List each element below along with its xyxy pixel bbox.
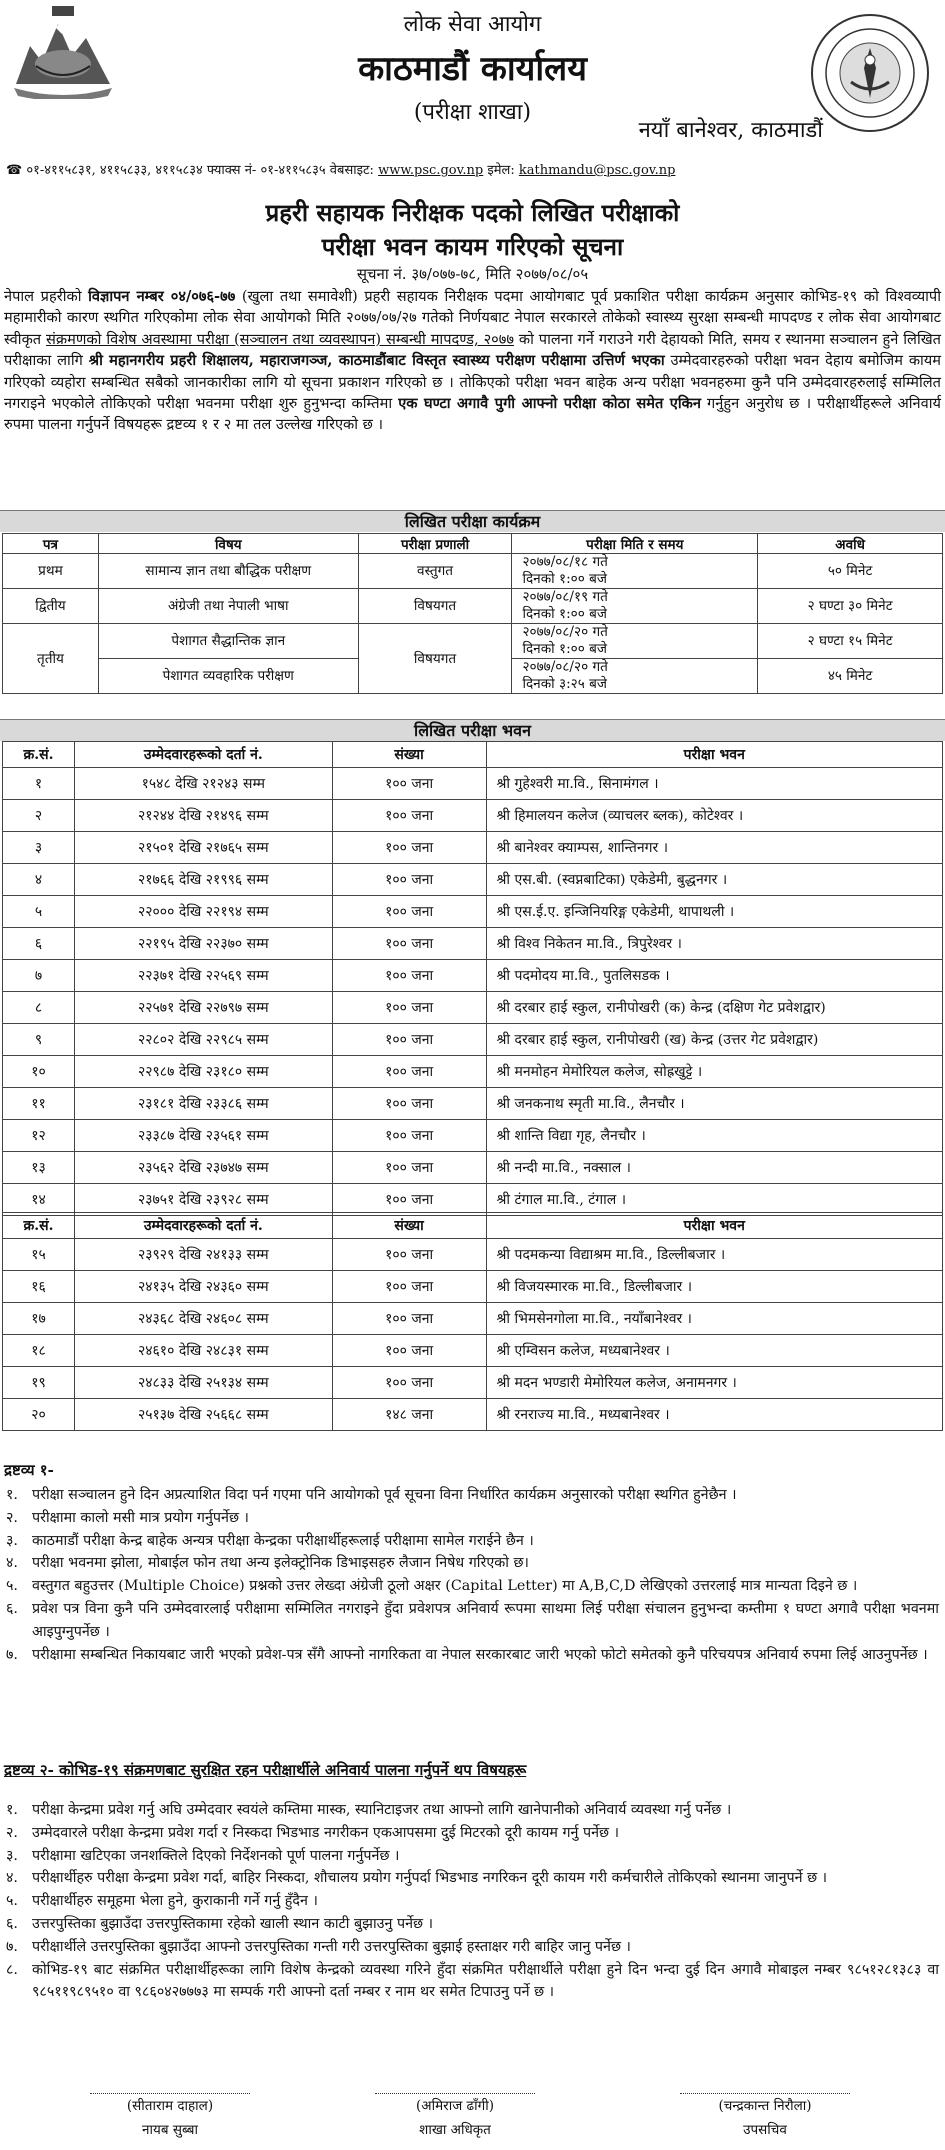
venue-cell: श्री विश्व निकेतन मा.वि., त्रिपुरेश्वर । <box>486 928 942 960</box>
table-row <box>3 800 943 832</box>
note-number: ५. <box>6 1893 18 1910</box>
note-text: कोभिड-१९ बाट संक्रमित परीक्षार्थीहरूका लागि विशेष केन्द्रको व्यवस्था गरिने हुँदा संक्रमित परीक्षार्थीले परीक्षा हुने दिन भन्दा दुई दिन अगावै मोबाइल नम्बर ९८५१२८१३८३ वा ९८५११९८९५१० वा ९८६०४२७७७३ मा सम्पर्क गरी आफ्नो दर्ता नम्बर र नाम थर समेत टिपाउनु पर्ने छ । <box>32 1961 939 2001</box>
note-number: ८. <box>6 1961 18 1978</box>
venue-cell: श्री मनमोहन मेमोरियल कलेज, सोह्रखुट्टे । <box>486 1056 942 1088</box>
note-number: १. <box>6 1487 18 1503</box>
time-text: दिनको ३:२५ बजे <box>522 676 607 692</box>
note-text: उम्मेदवारले परीक्षा केन्द्रमा प्रवेश गर्दा र निस्कदा भिडभाड नगरीकन एकआपसमा दुई मिटरको दूरी कायम गर्नु पर्नेछ । <box>32 1824 620 1841</box>
serial-cell: ४ <box>3 864 75 896</box>
range-cell: १५४८ देखि २१२४३ सम्म <box>74 768 332 800</box>
subject-cell: पेशागत सैद्धान्तिक ज्ञान <box>98 624 358 659</box>
table-row <box>3 1239 943 1271</box>
range-cell: २२८०२ देखि २२९८५ सम्म <box>74 1024 332 1056</box>
venue-cell: श्री पदमोदय मा.वि., पुतलिसडक । <box>486 960 942 992</box>
note-item <box>6 1644 939 1667</box>
note1-list <box>6 1484 939 1666</box>
note-item <box>6 1530 939 1553</box>
range-cell: २२९८७ देखि २३१८० सम्म <box>74 1056 332 1088</box>
note-number: ३. <box>6 1847 18 1864</box>
serial-cell: १७ <box>3 1303 75 1335</box>
serial-cell: १३ <box>3 1152 75 1184</box>
time-text: दिनको १:०० बजे <box>522 606 607 622</box>
count-cell: १०० जना <box>332 1024 486 1056</box>
note1-heading: द्रष्टव्य १- <box>4 1461 54 1479</box>
table-row <box>3 1303 943 1335</box>
signatory-title: उपसचिव <box>743 2122 787 2138</box>
range-cell: २३३८७ देखि २३५६१ सम्म <box>74 1120 332 1152</box>
venue-cell: श्री मदन भण्डारी मेमोरियल कलेज, अनामनगर । <box>486 1367 942 1399</box>
range-cell: २४८३३ देखि २५१३४ सम्म <box>74 1367 332 1399</box>
psc-seal-icon <box>809 12 931 134</box>
range-cell: २२३७१ देखि २२५६९ सम्म <box>74 960 332 992</box>
range-cell: २१५०१ देखि २१७६५ सम्म <box>74 832 332 864</box>
paper-cell: प्रथम <box>3 554 99 589</box>
notice-reference: सूचना नं. ३७/०७७-७८, मिति २०७७/०८/०५ <box>356 265 589 283</box>
office-name: काठमाडौं कार्यालय <box>358 49 587 89</box>
range-cell: २१७६६ देखि २१९९६ सम्म <box>74 864 332 896</box>
venue-cell: श्री रनराज्य मा.वि., मध्यबानेश्वर । <box>486 1399 942 1431</box>
note-item <box>6 1913 939 1936</box>
note-number: ७. <box>6 1646 18 1663</box>
date-text: २०७७/०८/१९ गते <box>522 589 608 605</box>
note-number: ७. <box>6 1938 18 1955</box>
venue-cell: श्री नन्दी मा.वि., नक्साल । <box>486 1152 942 1184</box>
note-item <box>6 1552 939 1575</box>
table-row <box>3 1088 943 1120</box>
notice-title: प्रहरी सहायक निरीक्षक पदको लिखित परीक्षाको <box>265 198 680 227</box>
serial-cell: २० <box>3 1399 75 1431</box>
signature-block <box>375 2093 535 2142</box>
serial-cell: २ <box>3 800 75 832</box>
table-row <box>3 1399 943 1431</box>
table-row <box>3 1271 943 1303</box>
signatory-name: (सीताराम दाहाल) <box>90 2093 250 2118</box>
body-text: गर्नुहुन अनुरोध छ । परीक्षार्थीहरूले अनिवार्य रुपमा पालना गर्नुपर्ने विषयहरू द्रष्टव्य १ र २ मा तल उल्लेख गरिएको छ । <box>4 395 941 434</box>
serial-cell: १८ <box>3 1335 75 1367</box>
note-item <box>6 1959 939 2005</box>
note-item <box>6 1867 939 1890</box>
note-number: ३. <box>6 1532 18 1549</box>
range-cell: २४१३५ देखि २४३६० सम्म <box>74 1271 332 1303</box>
count-cell: १०० जना <box>332 1335 486 1367</box>
note-text: परीक्षार्थीहरु परीक्षा केन्द्रमा प्रवेश गर्दा, बाहिर निस्कदा, शौचालय प्रयोग गर्नुपर्दा भिडभाड नगरिकन दूरी कायम गरी कर्मचारीले तोकिएको स्थानमा जानुपर्ने छ । <box>32 1870 828 1887</box>
serial-cell: ८ <box>3 992 75 1024</box>
table-row <box>3 1024 943 1056</box>
datetime-cell <box>512 554 758 589</box>
serial-cell: १२ <box>3 1120 75 1152</box>
duration-cell: २ घण्टा १५ मिनेट <box>758 624 943 659</box>
column-header: अवधि <box>758 534 943 554</box>
table-row <box>3 1335 943 1367</box>
duration-cell: २ घण्टा ३० मिनेट <box>758 589 943 624</box>
count-cell: १०० जना <box>332 928 486 960</box>
venue-cell: श्री बानेश्वर क्याम्पस, शान्तिनगर । <box>486 832 942 864</box>
signatory-title: शाखा अधिकृत <box>419 2122 491 2138</box>
table-row <box>3 928 943 960</box>
arrival-instruction: एक घण्टा अगावै पुगी आफ्नो परीक्षा कोठा समेत एकिन <box>398 395 701 413</box>
table-row <box>3 554 943 589</box>
note-text: काठमाडौं परीक्षा केन्द्र बाहेक अन्यत्र परीक्षा केन्द्रका परीक्षार्थीहरूलाई परीक्षामा सामेल गराईने छैन । <box>32 1532 534 1549</box>
note-item <box>6 1936 939 1959</box>
count-cell: १०० जना <box>332 1367 486 1399</box>
serial-cell: १९ <box>3 1367 75 1399</box>
count-cell: १४८ जना <box>332 1399 486 1431</box>
body-text: को पालना गर्ने गराउने गरी देहायको मिति, समय र स्थानमा सञ्चालन हुने लिखित परीक्षाका लागि <box>4 330 941 370</box>
venue-cell: श्री दरबार हाई स्कुल, रानीपोखरी (ख) केन्द्र (उत्तर गेट प्रवेशद्वार) <box>486 1024 942 1056</box>
subject-cell: सामान्य ज्ञान तथा बौद्धिक परीक्षण <box>98 554 358 589</box>
venue-cell: श्री दरबार हाई स्कुल, रानीपोखरी (क) केन्द्र (दक्षिण गेट प्रवेशद्वार) <box>486 992 942 1024</box>
datetime-cell <box>512 659 758 694</box>
table-row <box>3 960 943 992</box>
note-item <box>6 1575 939 1598</box>
note-number: ६. <box>6 1915 18 1932</box>
notice-body <box>4 286 941 436</box>
table-row <box>3 1367 943 1399</box>
venue-cell: श्री एम्विसन कलेज, मध्यबानेश्वर । <box>486 1335 942 1367</box>
serial-cell: ११ <box>3 1088 75 1120</box>
table-row <box>3 768 943 800</box>
venue-cell: श्री जनकनाथ स्मृती मा.वि., लैनचौर । <box>486 1088 942 1120</box>
table-row <box>3 1184 943 1216</box>
office-address: नयाँ बानेश्वर, काठमाडौं <box>638 118 823 143</box>
note-text: परीक्षामा कालो मसी मात्र प्रयोग गर्नुपर्नेछ । <box>32 1509 249 1526</box>
range-cell: २३५६२ देखि २३७४७ सम्म <box>74 1152 332 1184</box>
serial-cell: ६ <box>3 928 75 960</box>
column-header: परीक्षा भवन <box>486 1213 942 1239</box>
serial-cell: ३ <box>3 832 75 864</box>
email-label: इमेल: <box>487 163 515 178</box>
system-cell: विषयगत <box>358 624 512 694</box>
venue-cell: श्री विजयस्मारक मा.वि., डिल्लीबजार । <box>486 1271 942 1303</box>
range-cell: २५१३७ देखि २५६६८ सम्म <box>74 1399 332 1431</box>
email-link[interactable]: kathmandu@psc.gov.np <box>518 163 676 178</box>
note-text: परीक्षार्थीले उत्तरपुस्तिका बुझाउँदा आफ्नो उत्तरपुस्तिका गन्ती गरी उत्तरपुस्तिका बुझाई हस्ताक्षर गरी बाहिर जानु पर्नेछ । <box>32 1938 631 1955</box>
signatory-name: (चन्द्रकान्त निरौला) <box>680 2093 850 2118</box>
note-item <box>6 1799 939 1822</box>
body-text: नेपाल प्रहरीको <box>4 288 89 305</box>
column-header: क्र.सं. <box>3 1213 75 1239</box>
note2-heading: द्रष्टव्य २- कोभिड-१९ संक्रमणबाट सुरक्षित रहन परीक्षार्थीले अनिवार्य पालना गर्नुपर्ने थप विषयहरू <box>4 1761 527 1779</box>
range-cell: २२००० देखि २२१९४ सम्म <box>74 896 332 928</box>
signature-block <box>680 2093 850 2142</box>
serial-cell: १६ <box>3 1271 75 1303</box>
note-text: वस्तुगत बहुउत्तर (Multiple Choice) प्रश्नको उत्तर लेख्दा अंग्रेजी ठूलो अक्षर (Capital Letter) मा A,B,C,D लेखिएको उत्तरलाई मात्र मान्यता दिइने छ । <box>32 1578 858 1595</box>
venue-heading: लिखित परीक्षा भवन <box>0 719 945 741</box>
guideline-reference: संक्रमणको विशेष अवस्थामा परीक्षा (सञ्चालन तथा व्यवस्थापन) सम्बन्धी मापदण्ड, २०७७ <box>46 330 514 348</box>
exam-venue-table-continued <box>2 1212 943 1431</box>
table-header-row <box>3 742 943 768</box>
count-cell: १०० जना <box>332 1271 486 1303</box>
range-cell: २३९२९ देखि २४१३३ सम्म <box>74 1239 332 1271</box>
column-header: परीक्षा भवन <box>486 742 942 768</box>
notice-subtitle: परीक्षा भवन कायम गरिएको सूचना <box>321 232 624 261</box>
venue-cell: श्री हिमालयन कलेज (व्याचलर ब्लक), कोटेश्वर । <box>486 800 942 832</box>
count-cell: १०० जना <box>332 768 486 800</box>
table-row <box>3 832 943 864</box>
exam-venue-table <box>2 741 943 1216</box>
range-cell: २२५७१ देखि २२७९७ सम्म <box>74 992 332 1024</box>
note-number: ४. <box>6 1555 18 1572</box>
note-text: प्रवेश पत्र विना कुनै पनि उम्मेदवारलाई परीक्षामा सम्मिलित नगराइने हुँदा प्रवेशपत्र अनिवार्य रूपमा साथमा लिई परीक्षा संचालन हुनुभन्दा कम्तीमा १ घण्टा अगावै परीक्षा भवनमा आइपुग्नुपर्नेछ । <box>32 1600 939 1640</box>
phone-icon: ☎ <box>6 163 23 178</box>
column-header: उम्मेदवारहरूको दर्ता नं. <box>74 1213 332 1239</box>
contact-phones: ०१-४११५८३१, ४११५८३३, ४११५८३४ फ्याक्स नं- ०१-४११५८३५ वेबसाइट: <box>26 163 374 178</box>
range-cell: २२१९५ देखि २२३७० सम्म <box>74 928 332 960</box>
note-number: ५. <box>6 1578 18 1595</box>
note-text: उत्तरपुस्तिका बुझाउँदा उत्तरपुस्तिकामा रहेको खाली स्थान काटी बुझाउनु पर्नेछ । <box>32 1915 434 1932</box>
count-cell: १०० जना <box>332 896 486 928</box>
table-row <box>3 1056 943 1088</box>
note-text: परीक्षा भवनमा झोला, मोबाईल फोन तथा अन्य इलेक्ट्रोनिक डिभाइसहरु लैजान निषेध गरिएको छ। <box>32 1555 529 1572</box>
paper-cell: द्वितीय <box>3 589 99 624</box>
count-cell: १०० जना <box>332 1120 486 1152</box>
venue-cell: श्री एस.ई.ए. इन्जिनियरिङ्ग एकेडेमी, थापाथली । <box>486 896 942 928</box>
range-cell: २४३६८ देखि २४६०८ सम्म <box>74 1303 332 1335</box>
serial-cell: १५ <box>3 1239 75 1271</box>
count-cell: १०० जना <box>332 1239 486 1271</box>
table-row <box>3 589 943 624</box>
note-number: २. <box>6 1509 18 1526</box>
count-cell: १०० जना <box>332 1184 486 1216</box>
serial-cell: १ <box>3 768 75 800</box>
training-center: श्री महानगरीय प्रहरी शिक्षालय, महाराजगञ्ज, काठमाडौंबाट विस्तृत स्वास्थ्य परीक्षण परीक्षामा उत्तिर्ण भएका <box>88 352 665 370</box>
column-header: पत्र <box>3 534 99 554</box>
time-text: दिनको १:०० बजे <box>522 571 607 587</box>
venue-cell: श्री टंगाल मा.वि., टंगाल । <box>486 1184 942 1216</box>
column-header: विषय <box>98 534 358 554</box>
serial-cell: ५ <box>3 896 75 928</box>
contact-line <box>6 160 675 178</box>
column-header: उम्मेदवारहरूको दर्ता नं. <box>74 742 332 768</box>
count-cell: १०० जना <box>332 832 486 864</box>
table-row <box>3 864 943 896</box>
subject-cell: अंग्रेजी तथा नेपाली भाषा <box>98 589 358 624</box>
note-number: २. <box>6 1824 18 1841</box>
table-row <box>3 992 943 1024</box>
table-header-row <box>3 534 943 554</box>
count-cell: १०० जना <box>332 1152 486 1184</box>
section-name: (परीक्षा शाखा) <box>413 100 532 125</box>
table-row <box>3 1152 943 1184</box>
paper-cell: तृतीय <box>3 624 99 694</box>
column-header: परीक्षा प्रणाली <box>358 534 512 554</box>
note-item <box>6 1822 939 1845</box>
date-text: २०७७/०८/१८ गते <box>522 554 608 570</box>
body-text: (खुला तथा समावेशी) प्रहरी सहायक निरीक्षक पदमा आयोगबाट पूर्व प्रकाशित परीक्षा कार्यक्रम अनुसार कोभिड-१९ को विश्वव्यापी महामारीको कारण स्थगित गरिएकोमा लोक सेवा आयोगको मिति २०७७/०७/२७ गतेको निर्णयबाट नेपाल सरकारले तोकेको स्वास्थ्य सुरक्षा सम्बन्धी मापदण्ड र लोक सेवा आयोगबाट स्वीकृत <box>4 288 941 348</box>
range-cell: २३१८१ देखि २३३८६ सम्म <box>74 1088 332 1120</box>
duration-cell: ४५ मिनेट <box>758 659 943 694</box>
note-text: परीक्षा केन्द्रमा प्रवेश गर्नु अघि उम्मेदवार स्वयंले कम्तिमा मास्क, स्यानिटाइजर तथा आफ्नो लागि खानेपानीको अनिवार्य व्यवस्था गर्नु पर्नेछ । <box>32 1802 732 1818</box>
count-cell: १०० जना <box>332 992 486 1024</box>
table-row <box>3 624 943 659</box>
table-row <box>3 896 943 928</box>
note-number: ४. <box>6 1870 18 1887</box>
note-text: परीक्षा सञ्चालन हुने दिन अप्रत्याशित विदा पर्न गएमा पनि आयोगको पूर्व सूचना विना निर्धारित कार्यक्रम अनुसारको परीक्षा स्थगित हुनेछैन । <box>32 1487 737 1503</box>
count-cell: १०० जना <box>332 800 486 832</box>
note-item <box>6 1598 939 1644</box>
note-text: परीक्षामा खटिएका जनशक्तिले दिएको निर्देशनको पूर्ण पालना गर्नुपर्नेछ । <box>32 1847 400 1864</box>
table-header-row <box>3 1213 943 1239</box>
note-number: १. <box>6 1802 18 1818</box>
range-cell: २४६१० देखि २४८३१ सम्म <box>74 1335 332 1367</box>
serial-cell: ७ <box>3 960 75 992</box>
system-cell: वस्तुगत <box>358 554 512 589</box>
time-text: दिनको १:०० बजे <box>522 641 607 657</box>
serial-cell: ९ <box>3 1024 75 1056</box>
range-cell: २३७५१ देखि २३९२८ सम्म <box>74 1184 332 1216</box>
venue-cell: श्री गुहेश्वरी मा.वि., सिनामंगल । <box>486 768 942 800</box>
website-link[interactable]: www.psc.gov.np <box>378 163 484 178</box>
schedule-heading: लिखित परीक्षा कार्यक्रम <box>0 510 945 532</box>
venue-cell: श्री पदमकन्या विद्याश्रम मा.वि., डिल्लीबजार । <box>486 1239 942 1271</box>
advertisement-number: विज्ञापन नम्बर ०४/०७६-७७ <box>88 288 236 305</box>
column-header: संख्या <box>332 742 486 768</box>
column-header: क्र.सं. <box>3 742 75 768</box>
count-cell: १०० जना <box>332 1088 486 1120</box>
date-text: २०७७/०८/२० गते <box>522 659 608 675</box>
note-number: ६. <box>6 1600 18 1617</box>
commission-name: लोक सेवा आयोग <box>403 12 542 37</box>
column-header: संख्या <box>332 1213 486 1239</box>
count-cell: १०० जना <box>332 1303 486 1335</box>
serial-cell: १४ <box>3 1184 75 1216</box>
venue-cell: श्री एस.बी. (स्वप्नबाटिका) एकेडेमी, बुद्धनगर । <box>486 864 942 896</box>
count-cell: १०० जना <box>332 864 486 896</box>
venue-cell: श्री भिमसेनगोला मा.वि., नयाँबानेश्वर । <box>486 1303 942 1335</box>
signatory-title: नायब सुब्बा <box>142 2122 198 2138</box>
note-item <box>6 1845 939 1868</box>
note-text: परीक्षार्थीहरु समूहमा भेला हुने, कुराकानी गर्ने गर्नु हुँदैन । <box>32 1893 318 1910</box>
body-text: उम्मेदवारहरुको परीक्षा भवन देहाय बमोजिम कायम गरिएको व्यहोरा सम्बन्धित सबैको जानकारीका लागि यो सूचना प्रकाशन गरिएको छ । तोकिएको परीक्षा भवन बाहेक अन्य परीक्षा भवनहरुमा कुनै पनि उम्मेदवारहरुलाई सम्मिलित नगराइने भएकोले तोकिएको परीक्षा भवनमा परीक्षा शुरु हुनुभन्दा कम्तिमा <box>4 352 941 413</box>
note-text: परीक्षामा सम्बन्धित निकायबाट जारी भएको प्रवेश-पत्र सँगै आफ्नो नागरिकता वा नेपाल सरकारबाट जारी भएको फोटो समेतको कुनै परिचयपत्र अनिवार्य रुपमा लिई आउनुपर्नेछ । <box>32 1646 928 1663</box>
venue-cell: श्री शान्ति विद्या गृह, लैनचौर । <box>486 1120 942 1152</box>
date-text: २०७७/०८/२० गते <box>522 624 608 640</box>
note-item <box>6 1484 939 1507</box>
signatory-name: (अमिराज ढाँगी) <box>375 2093 535 2118</box>
signature-block <box>90 2093 250 2142</box>
subject-cell: पेशागत व्यवहारिक परीक्षण <box>98 659 358 694</box>
table-row <box>3 1120 943 1152</box>
column-header: परीक्षा मिति र समय <box>512 534 758 554</box>
exam-schedule-table <box>2 533 943 694</box>
duration-cell: ५० मिनेट <box>758 554 943 589</box>
note-item <box>6 1507 939 1530</box>
datetime-cell <box>512 624 758 659</box>
system-cell: विषयगत <box>358 589 512 624</box>
range-cell: २१२४४ देखि २१४९६ सम्म <box>74 800 332 832</box>
count-cell: १०० जना <box>332 960 486 992</box>
note2-list <box>6 1799 939 2004</box>
count-cell: १०० जना <box>332 1056 486 1088</box>
note-item <box>6 1890 939 1913</box>
datetime-cell <box>512 589 758 624</box>
serial-cell: १० <box>3 1056 75 1088</box>
letterhead <box>0 0 945 152</box>
